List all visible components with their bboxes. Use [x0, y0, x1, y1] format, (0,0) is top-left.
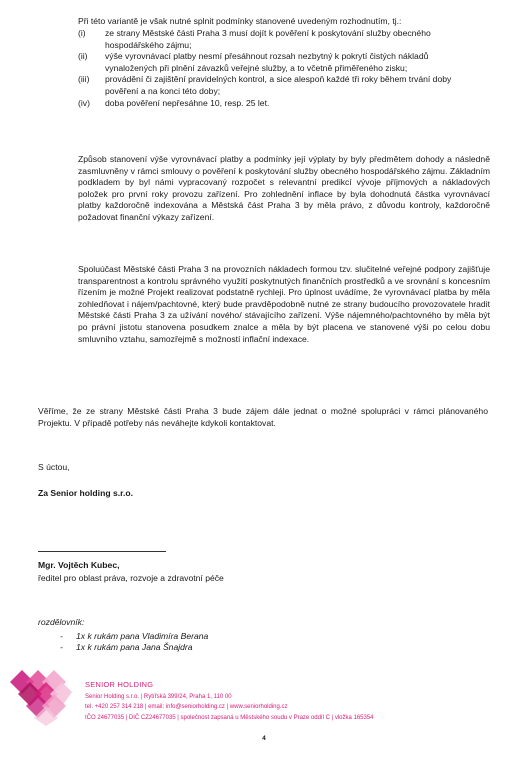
intro-line: Při této variantě je však nutné splnit podmínky stanovené uvedeným rozhodnutím, tj.: [78, 16, 402, 26]
condition-item [78, 98, 478, 110]
condition-number: (iv) [78, 97, 90, 108]
distribution-title: rozdělovník: [38, 617, 85, 627]
distribution-item [60, 642, 208, 654]
condition-number: (i) [78, 28, 86, 38]
company-signature: Za Senior holding s.r.o. [38, 488, 134, 498]
footer-brand: SENIOR HOLDING [85, 680, 154, 689]
paragraph-compensation-method: Způsob stanovení výše vyrovnávací platby a podmínky její výplaty by byly předmětem dohody a následně zasmluvněny v rámci smlouvy o pověření k poskytování služby obecného hospodářského zájmu. Základním podkladem by byl námi vypracovaný rozpočet s relevantní predikcí vývoje příjmových a nákladových položek pro první roky provozu zařízení. Pro zohlednění inflace by byla dohodnutá částka vyrovnávací platby každoročně indexována a Městská část Praha 3 by měla právo, z důvodu kontroly, každoročně požadovat finanční výkazy zařízení. [78, 154, 490, 222]
senior-holding-logo-icon [8, 660, 74, 726]
condition-number: (ii) [78, 51, 88, 62]
footer-registry: IČO 24677035 | DIČ CZ24677035 | společnost zapsaná u Městského soudu v Praze oddíl C | vložka 165354 [85, 714, 374, 721]
footer [85, 680, 374, 723]
condition-text: ze strany Městské části Praha 3 musí dojít k pověření k poskytování služby obecného hospodářského zájmu; [105, 28, 431, 50]
signatory-role: ředitel pro oblast práva, rozvoje a zdravotní péče [38, 573, 224, 583]
signature-line [38, 551, 166, 552]
conditions-list [78, 28, 478, 109]
distribution-item [60, 631, 208, 643]
condition-item [78, 28, 478, 51]
condition-number: (iii) [78, 74, 90, 85]
condition-text: výše vyrovnávací platby nesmí přesáhnout rozsah nezbytný k pokrytí čistých nákladů vynaložených při plnění závazků veřejné služby, a to včetně přiměřeného zisku; [105, 51, 429, 73]
paragraph-participation: Spoluúčast Městské části Praha 3 na provozních nákladech formou tzv. slučitelné veřejné podpory zajišťuje transparentnost a kontrolu správného využití poskytnutých finančních prostředků a ve srovnání s koncesním řízením je možné Projekt realizovat podstatně rychleji. Pro úplnost uvádíme, že vyrovnávací platba by měla zohledňovat i nájem/pachtovné, který bude pravděpodobně nutné ze strany budoucího provozovatele hradit Městské části Praha 3 za užívání nového/ stávajícího zařízení. Výše nájemného/pachtovného by měla být po právní jistotu stanovena posudkem znalce a měla by být placena ve stanovené výši po celou dobu smluvního vztahu, samozřejmě s možností inflační indexace. [78, 264, 490, 344]
closing-paragraph: Věříme, že ze strany Městské části Praha 3 bude zájem dále jednat o možné spolupráci v rámci plánovaného Projektu. V případě potřeby nás neváhejte kdykoli kontaktovat. [38, 406, 488, 428]
condition-item [78, 74, 478, 97]
distribution-list [38, 617, 208, 654]
page-number: 4 [262, 735, 266, 742]
condition-text: doba pověření nepřesáhne 10, resp. 25 let. [105, 97, 270, 108]
list-dash: - [60, 642, 63, 653]
distribution-item-text: 1x k rukám pana Vladimíra Berana [76, 630, 209, 641]
footer-address: Senior Holding s.r.o. | Rytířská 399/24, Praha 1, 110 00 [85, 693, 232, 700]
signatory-name: Mgr. Vojtěch Kubec, [38, 560, 120, 570]
footer-contact: tel. +420 257 314 218 | email: info@seniorholding.cz | www.seniorholding.cz [85, 704, 288, 711]
salutation: S úctou, [38, 462, 70, 472]
condition-text: provádění či zajištění pravidelných kontrol, a sice alespoň každé tři roky během trvání doby pověření a na konci této doby; [105, 74, 452, 96]
distribution-item-text: 1x k rukám pana Jana Šnajdra [76, 642, 193, 653]
condition-item [78, 51, 478, 74]
list-dash: - [60, 630, 63, 641]
